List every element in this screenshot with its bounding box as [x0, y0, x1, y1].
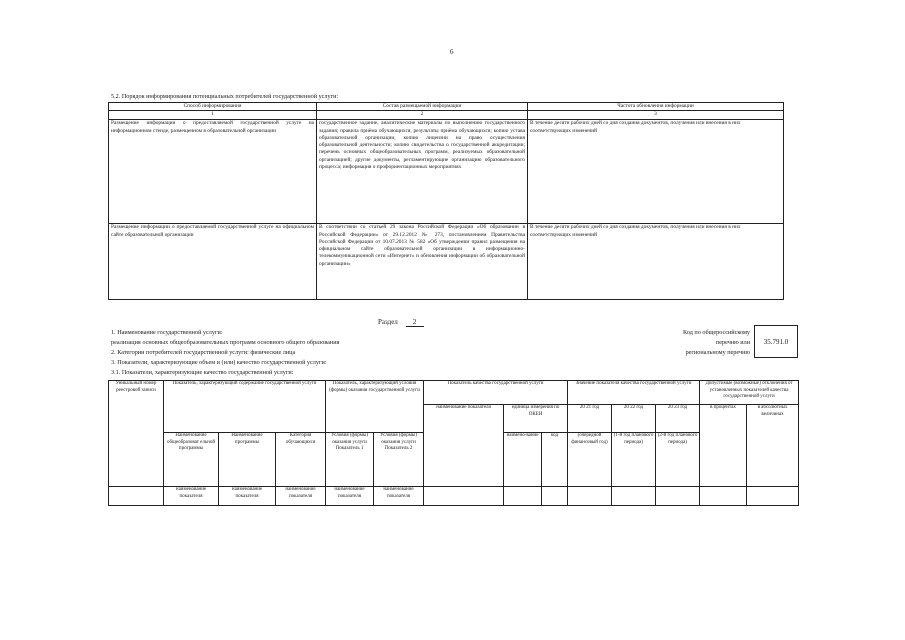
section-5-2-title: 5.2. Порядок информирования потенциальных потребителей государственной услуги: — [111, 93, 339, 100]
item-3: 3. Показатели, характеризующие объем и (или) качество государственной услуги: — [111, 359, 327, 366]
item-1-value: реализация основных общеобразовательных программ основного общего образования — [111, 339, 340, 346]
header-year-2-note: (1-й год планового периода) — [612, 433, 656, 487]
row1-method: Размещение информации о предоставляемой государственной услуге на информационном стенде, размещенном в образовательной организации — [109, 120, 317, 224]
cell-empty — [568, 487, 612, 506]
section-label: Раздел — [378, 318, 398, 326]
code-value-box: 35.791.0 — [754, 325, 798, 358]
page-number: 6 — [450, 48, 454, 56]
foot-indicator-3: наименование показателя — [276, 487, 326, 506]
header-quality-values: Значение показателя качества государственной услуги — [568, 381, 700, 405]
header-unit-code: код — [542, 433, 568, 487]
cell-empty — [542, 487, 568, 506]
header-conditions-indicator: Показатель, характеризующий условия (формы) оказания государственной услуги — [326, 381, 424, 433]
item-2: 2. Категории потребителей государственной услуги: физические лица — [111, 349, 296, 356]
header-content: Состав размещаемой информации — [317, 103, 528, 111]
header-dev-percent: в процентах — [700, 405, 747, 487]
header-year-3-note: (2-й год планового периода) — [656, 433, 700, 487]
header-unit-name: наимено-вание — [504, 433, 542, 487]
cell-empty — [424, 487, 504, 506]
header-method: Способ информирования — [109, 103, 317, 111]
informing-table — [108, 102, 784, 300]
cell-empty — [700, 487, 747, 506]
code-label-2: перечню или — [715, 339, 750, 346]
header-year-2: 20 22 год — [612, 405, 656, 433]
code-label-3: региональному перечню — [685, 349, 750, 356]
header-program-type: Наименование общеобразоват ельной программы — [164, 433, 219, 487]
row2-method: Размещение информации о предоставляемой государственной услуге на официальном сайте образовательной организации — [109, 224, 317, 300]
section-number: 2 — [406, 318, 424, 327]
cell-empty — [612, 487, 656, 506]
cell-empty — [656, 487, 700, 506]
row2-content: В соответствии со статьей 29 закона Российской Федерации «Об образовании в Российской Федерации» от 29.12.2012 № 273, постановлением Правительства Российской Федерации от 10.07.2013 № 582 «Об утверждении правил размещения на официальном сайте образовательной организации в информационно-телекоммуникационной сети «Интернет» и обновления информации об образовательной организации» — [317, 224, 528, 300]
header-number-1: 1 — [109, 111, 317, 120]
header-year-1-note: (очередной финансовый год) — [568, 433, 612, 487]
foot-indicator-4: наименование показателя — [326, 487, 374, 506]
cell-empty — [747, 487, 799, 506]
row1-content: государственное задание, аналитические материалы по выполнению государственного задания; правила приёма обучающихся, результаты приёма обучающихся; копию устава образовательной организации, копию лицензии на право осуществления образовательной деятельности; копию свидетельства о государственной аккредитации; перечень основных общеобразовательных программ, реализуемых образовательной организацией; другие документы, регламентирующие организацию образовательного процесса; информация о профориентационных мероприятиях — [317, 120, 528, 224]
header-condition-2: Условия (формы) оказания услуги Показатель 2 — [374, 433, 424, 487]
row1-frequency: В течение десяти рабочих дней со дня создания документов, получения или внесения в них соответствующих изменений — [528, 120, 784, 224]
foot-indicator-5: наименование показателя — [374, 487, 424, 506]
header-quality-indicator: Показатель качества государственной услуги — [424, 381, 568, 405]
header-number-3: 3 — [528, 111, 784, 120]
header-condition-1: Условия (формы) оказания услуги Показатель 1 — [326, 433, 374, 487]
cell-empty — [504, 487, 542, 506]
header-year-1: 20 21 год — [568, 405, 612, 433]
item-3-1: 3.1. Показатели, характеризующие качество государственной услуги: — [111, 369, 294, 376]
foot-indicator-2: наименование показателя — [219, 487, 276, 506]
foot-indicator-1: наименование показателя — [164, 487, 219, 506]
header-student-category: Категория обучающихся — [276, 433, 326, 487]
header-dev-absolute: в абсолютных величинах — [747, 405, 799, 487]
section-heading — [378, 318, 424, 327]
item-1: 1. Наименование государственной услуги: — [111, 329, 223, 336]
quality-table — [108, 380, 799, 506]
code-label-1: Код по общероссийскому — [682, 329, 750, 336]
row2-frequency: В течение десяти рабочих дней со дня создания документов, получения или внесения в них соответствующих изменений — [528, 224, 784, 300]
header-deviation: Допустимые (возможные) отклонения от установленных показателей качества государственной услуги — [700, 381, 799, 405]
header-program-name: Наименование программы — [219, 433, 276, 487]
header-unit: единица измерения по ОКЕИ — [504, 405, 568, 433]
header-number-2: 2 — [317, 111, 528, 120]
header-unique-number: Уникальный номер реестровой записи — [109, 381, 164, 487]
header-indicator-name: наименование показателя — [424, 405, 504, 487]
cell-empty — [109, 487, 164, 506]
header-frequency: Частота обновления информации — [528, 103, 784, 111]
header-year-3: 20 23 год — [656, 405, 700, 433]
header-content-indicator: Показатель, характеризующий содержание государственной услуги — [164, 381, 326, 433]
